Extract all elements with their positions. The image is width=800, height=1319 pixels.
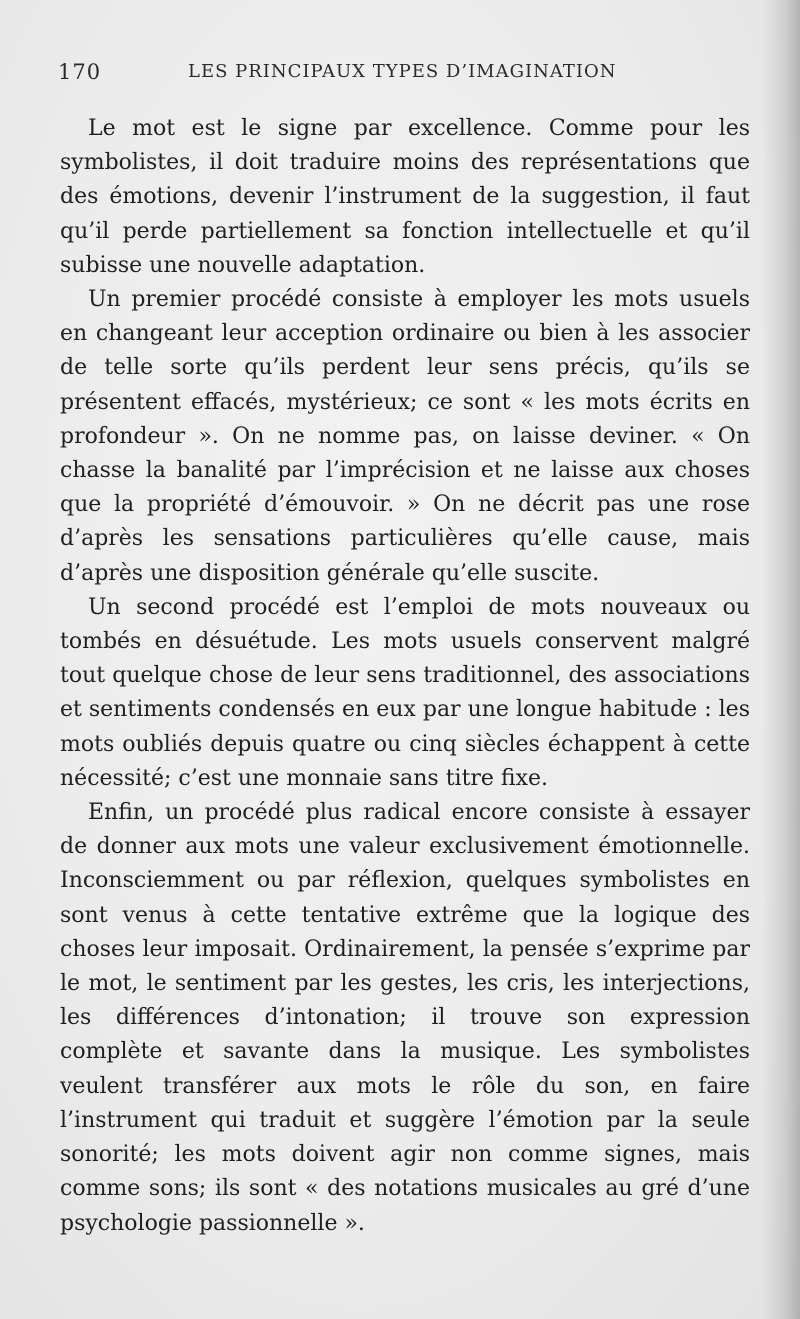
paragraph-1: Le mot est le signe par excellence. Comme pour les symbolistes, il doit traduire moins des représentations que des émotions, devenir l’instrument de la suggestion, il faut qu’il perde partiellement sa fonction intellectuelle et qu’il subisse une nouvelle adaptation. <box>60 116 750 278</box>
body-text <box>60 112 750 1241</box>
page-number: 170 <box>58 60 102 84</box>
running-header <box>58 60 748 90</box>
paragraph-2: Un premier procédé consiste à employer les mots usuels en changeant leur acception ordinaire ou bien à les associer de telle sorte qu’ils perdent leur sens précis, qu’ils se présentent effacés, mystérieux; ce sont « les mots écrits en profondeur ». On ne nomme pas, on laisse deviner. « On chasse la banalité par l’imprécision et ne laisse aux choses que la propriété d’émouvoir. » On ne décrit pas une rose d’après les sensations particulières qu’elle cause, mais d’après une disposition générale qu’elle suscite. <box>60 287 750 586</box>
paragraph-3: Un second procédé est l’emploi de mots nouveaux ou tombés en désuétude. Les mots usuels conservent malgré tout quelque chose de leur sens traditionnel, des associations et sentiments condensés en eux par une longue habitude : les mots oubliés depuis quatre ou cinq siècles échappent à cette nécessité; c’est une monnaie sans titre fixe. <box>60 594 750 791</box>
spine-shadow <box>762 0 800 1319</box>
running-title: LES PRINCIPAUX TYPES D’IMAGINATION <box>188 61 617 82</box>
paragraph-4: Enfin, un procédé plus radical encore consiste à essayer de donner aux mots une valeur exclusivement émotionnelle. Inconsciemment ou par réflexion, quelques symbolistes en sont venus à cette tentative extrême que la logique des choses leur imposait. Ordinairement, la pensée s’exprime par le mot, le sentiment par les gestes, les cris, les interjections, les différences d’intonation; il trouve son expression complète et savante dans la musique. Les symbolistes veulent transférer aux mots le rôle du son, en faire l’instrument qui traduit et suggère l’émotion par la seule sonorité; les mots doivent agir non comme signes, mais comme sons; ils sont « des notations musicales au gré d’une psychologie passionnelle ». <box>60 800 750 1236</box>
